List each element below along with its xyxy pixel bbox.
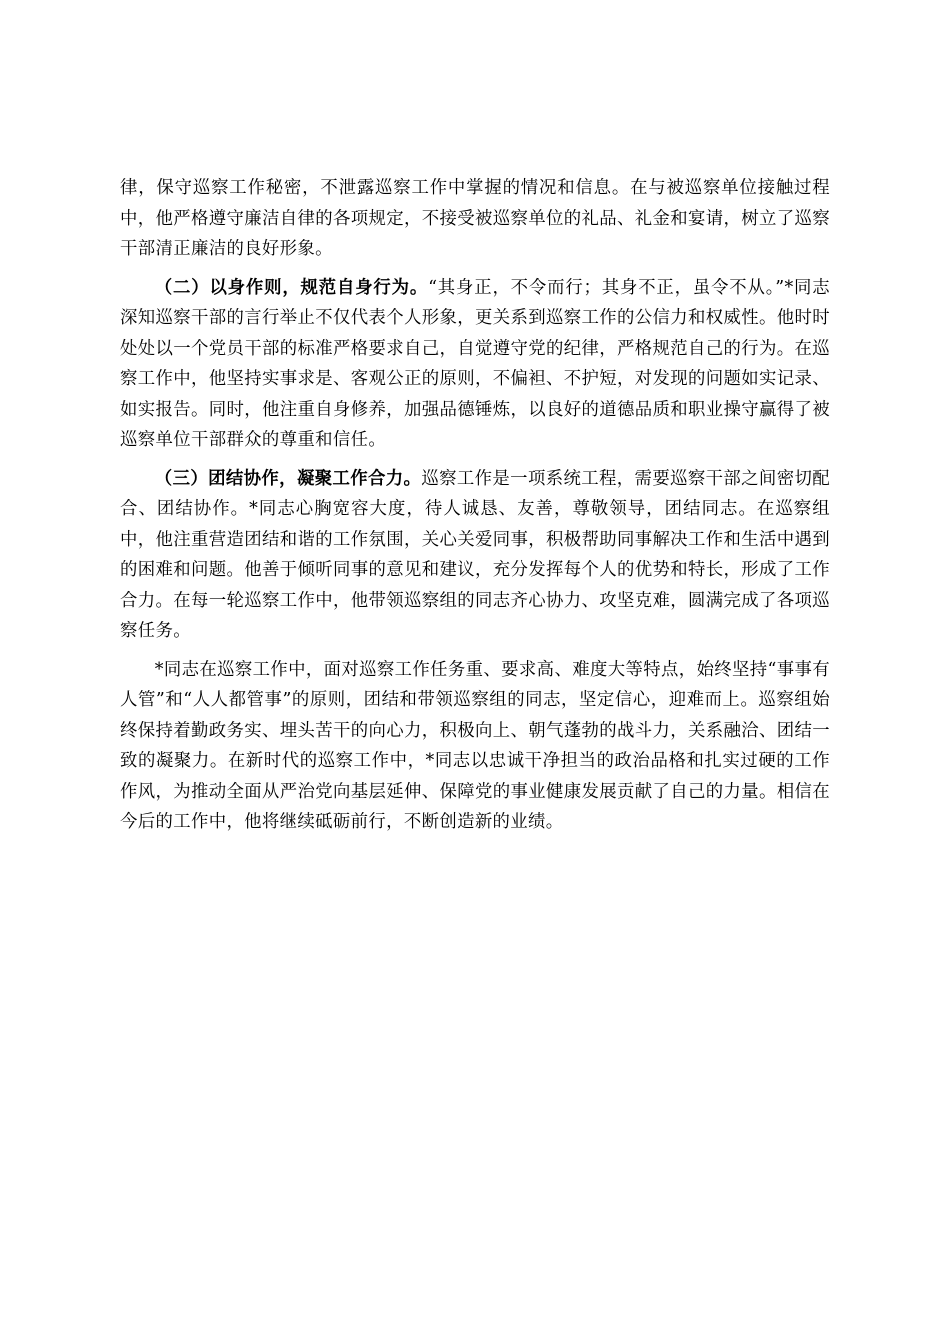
section-heading-2: （二）以身作则，规范自身行为。: [154, 277, 429, 298]
paragraph-4-text: *同志在巡察工作中，面对巡察工作任务重、要求高、难度大等特点，始终坚持“事事有人管”和“人人都管事”的原则，团结和带领巡察组的同志，坚定信心，迎难而上。巡察组始终保持着勤政务实、埋头苦干的向心力，积极向上、朝气蓬勃的战斗力，关系融洽、团结一致的凝聚力。在新时代的巡察工作中，*同志以忠诚干净担当的政治品格和扎实过硬的工作作风，为推动全面从严治党向基层延伸、保障党的事业健康发展贡献了自己的力量。相信在今后的工作中，他将继续砥砺前行，不断创造新的业绩。: [120, 659, 830, 832]
document-page: [120, 173, 830, 838]
paragraph-2: [120, 273, 830, 456]
paragraph-1: [120, 173, 830, 265]
paragraph-2-text: “其身正，不令而行；其身不正，虽令不从。”*同志深知巡察干部的言行举止不仅代表个人形象，更关系到巡察工作的公信力和权威性。他时时处处以一个党员干部的标准严格要求自己，自觉遵守党的纪律，严格规范自己的行为。在巡察工作中，他坚持实事求是、客观公正的原则，不偏袒、不护短，对发现的问题如实记录、如实报告。同时，他注重自身修养，加强品德锤炼，以良好的道德品质和职业操守赢得了被巡察单位干部群众的尊重和信任。: [120, 277, 830, 450]
paragraph-1-text: 律，保守巡察工作秘密，不泄露巡察工作中掌握的情况和信息。在与被巡察单位接触过程中，他严格遵守廉洁自律的各项规定，不接受被巡察单位的礼品、礼金和宴请，树立了巡察干部清正廉洁的良好形象。: [120, 178, 830, 259]
paragraph-3-text: 巡察工作是一项系统工程，需要巡察干部之间密切配合、团结协作。*同志心胸宽容大度，待人诚恳、友善，尊敬领导，团结同志。在巡察组中，他注重营造团结和谐的工作氛围，关心关爱同事，积极帮助同事解决工作和生活中遇到的困难和问题。他善于倾听同事的意见和建议，充分发挥每个人的优势和特长，形成了工作合力。在每一轮巡察工作中，他带领巡察组的同志齐心协力、攻坚克难，圆满完成了各项巡察任务。: [120, 468, 830, 641]
paragraph-3: [120, 464, 830, 647]
section-heading-3: （三）团结协作，凝聚工作合力。: [154, 468, 422, 489]
paragraph-4: [120, 655, 830, 838]
